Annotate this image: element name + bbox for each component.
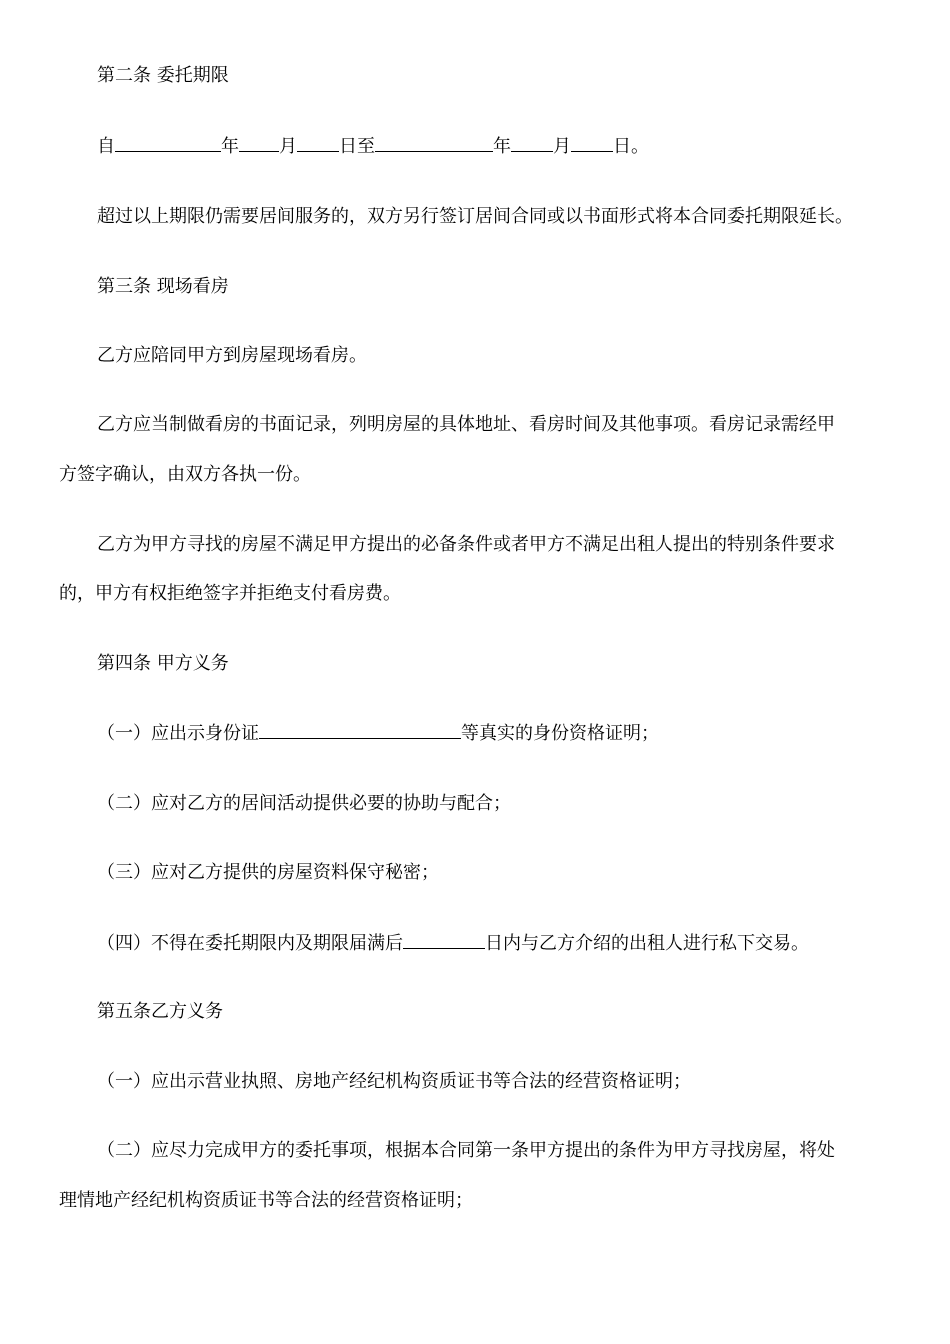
article-3-paragraph-1: 乙方应陪同甲方到房屋现场看房。 [97,345,367,366]
month-label: 月 [279,136,297,157]
month-label: 月 [553,136,571,157]
article-3-paragraph-2-line-1: 乙方应当制做看房的书面记录，列明房屋的具体地址、看房时间及其他事项。看房记录需经甲 [97,414,835,435]
year-label: 年 [493,136,511,157]
end-month-blank[interactable] [511,133,553,152]
start-year-blank[interactable] [115,133,221,152]
article-2-extension: 超过以上期限仍需要居间服务的，双方另行签订居间合同或以书面形式将本合同委托期限延长。 [97,206,853,227]
article-4-item-4 [0,930,950,956]
days-blank[interactable] [403,930,485,949]
end-day-blank[interactable] [571,133,613,152]
day-label: 日。 [613,136,649,157]
start-month-blank[interactable] [239,133,279,152]
day-to-label: 日至 [339,136,375,157]
article-4-title: 第四条 甲方义务 [97,653,229,674]
start-day-blank[interactable] [297,133,339,152]
year-label: 年 [221,136,239,157]
article-4-item-3: （三）应对乙方提供的房屋资料保守秘密； [97,862,439,883]
article-4-item-1 [0,720,950,746]
period-from-label: 自 [97,136,115,157]
item-4-text-start: （四）不得在委托期限内及期限届满后 [97,933,403,954]
article-2-title: 第二条 委托期限 [97,65,229,86]
article-5-item-2-line-1: （二）应尽力完成甲方的委托事项，根据本合同第一条甲方提出的条件为甲方寻找房屋，将处 [97,1140,835,1161]
article-3-paragraph-3-line-2: 的，甲方有权拒绝签字并拒绝支付看房费。 [59,583,401,604]
item-4-text-end: 日内与乙方介绍的出租人进行私下交易。 [485,933,809,954]
end-year-blank[interactable] [375,133,493,152]
article-3-paragraph-3-line-1: 乙方为甲方寻找的房屋不满足甲方提出的必备条件或者甲方不满足出租人提出的特别条件要求 [97,534,835,555]
id-card-blank[interactable] [259,720,461,739]
article-5-item-1: （一）应出示营业执照、房地产经纪机构资质证书等合法的经营资格证明； [97,1071,691,1092]
article-3-paragraph-2-line-2: 方签字确认，由双方各执一份。 [59,464,311,485]
article-5-title: 第五条乙方义务 [97,1001,223,1022]
item-1-text-start: （一）应出示身份证 [97,723,259,744]
article-2-period [0,133,950,159]
item-1-text-end: 等真实的身份资格证明； [461,723,659,744]
article-3-title: 第三条 现场看房 [97,276,229,297]
article-4-item-2: （二）应对乙方的居间活动提供必要的协助与配合； [97,793,511,814]
article-5-item-2-line-2: 理情地产经纪机构资质证书等合法的经营资格证明； [59,1190,473,1211]
